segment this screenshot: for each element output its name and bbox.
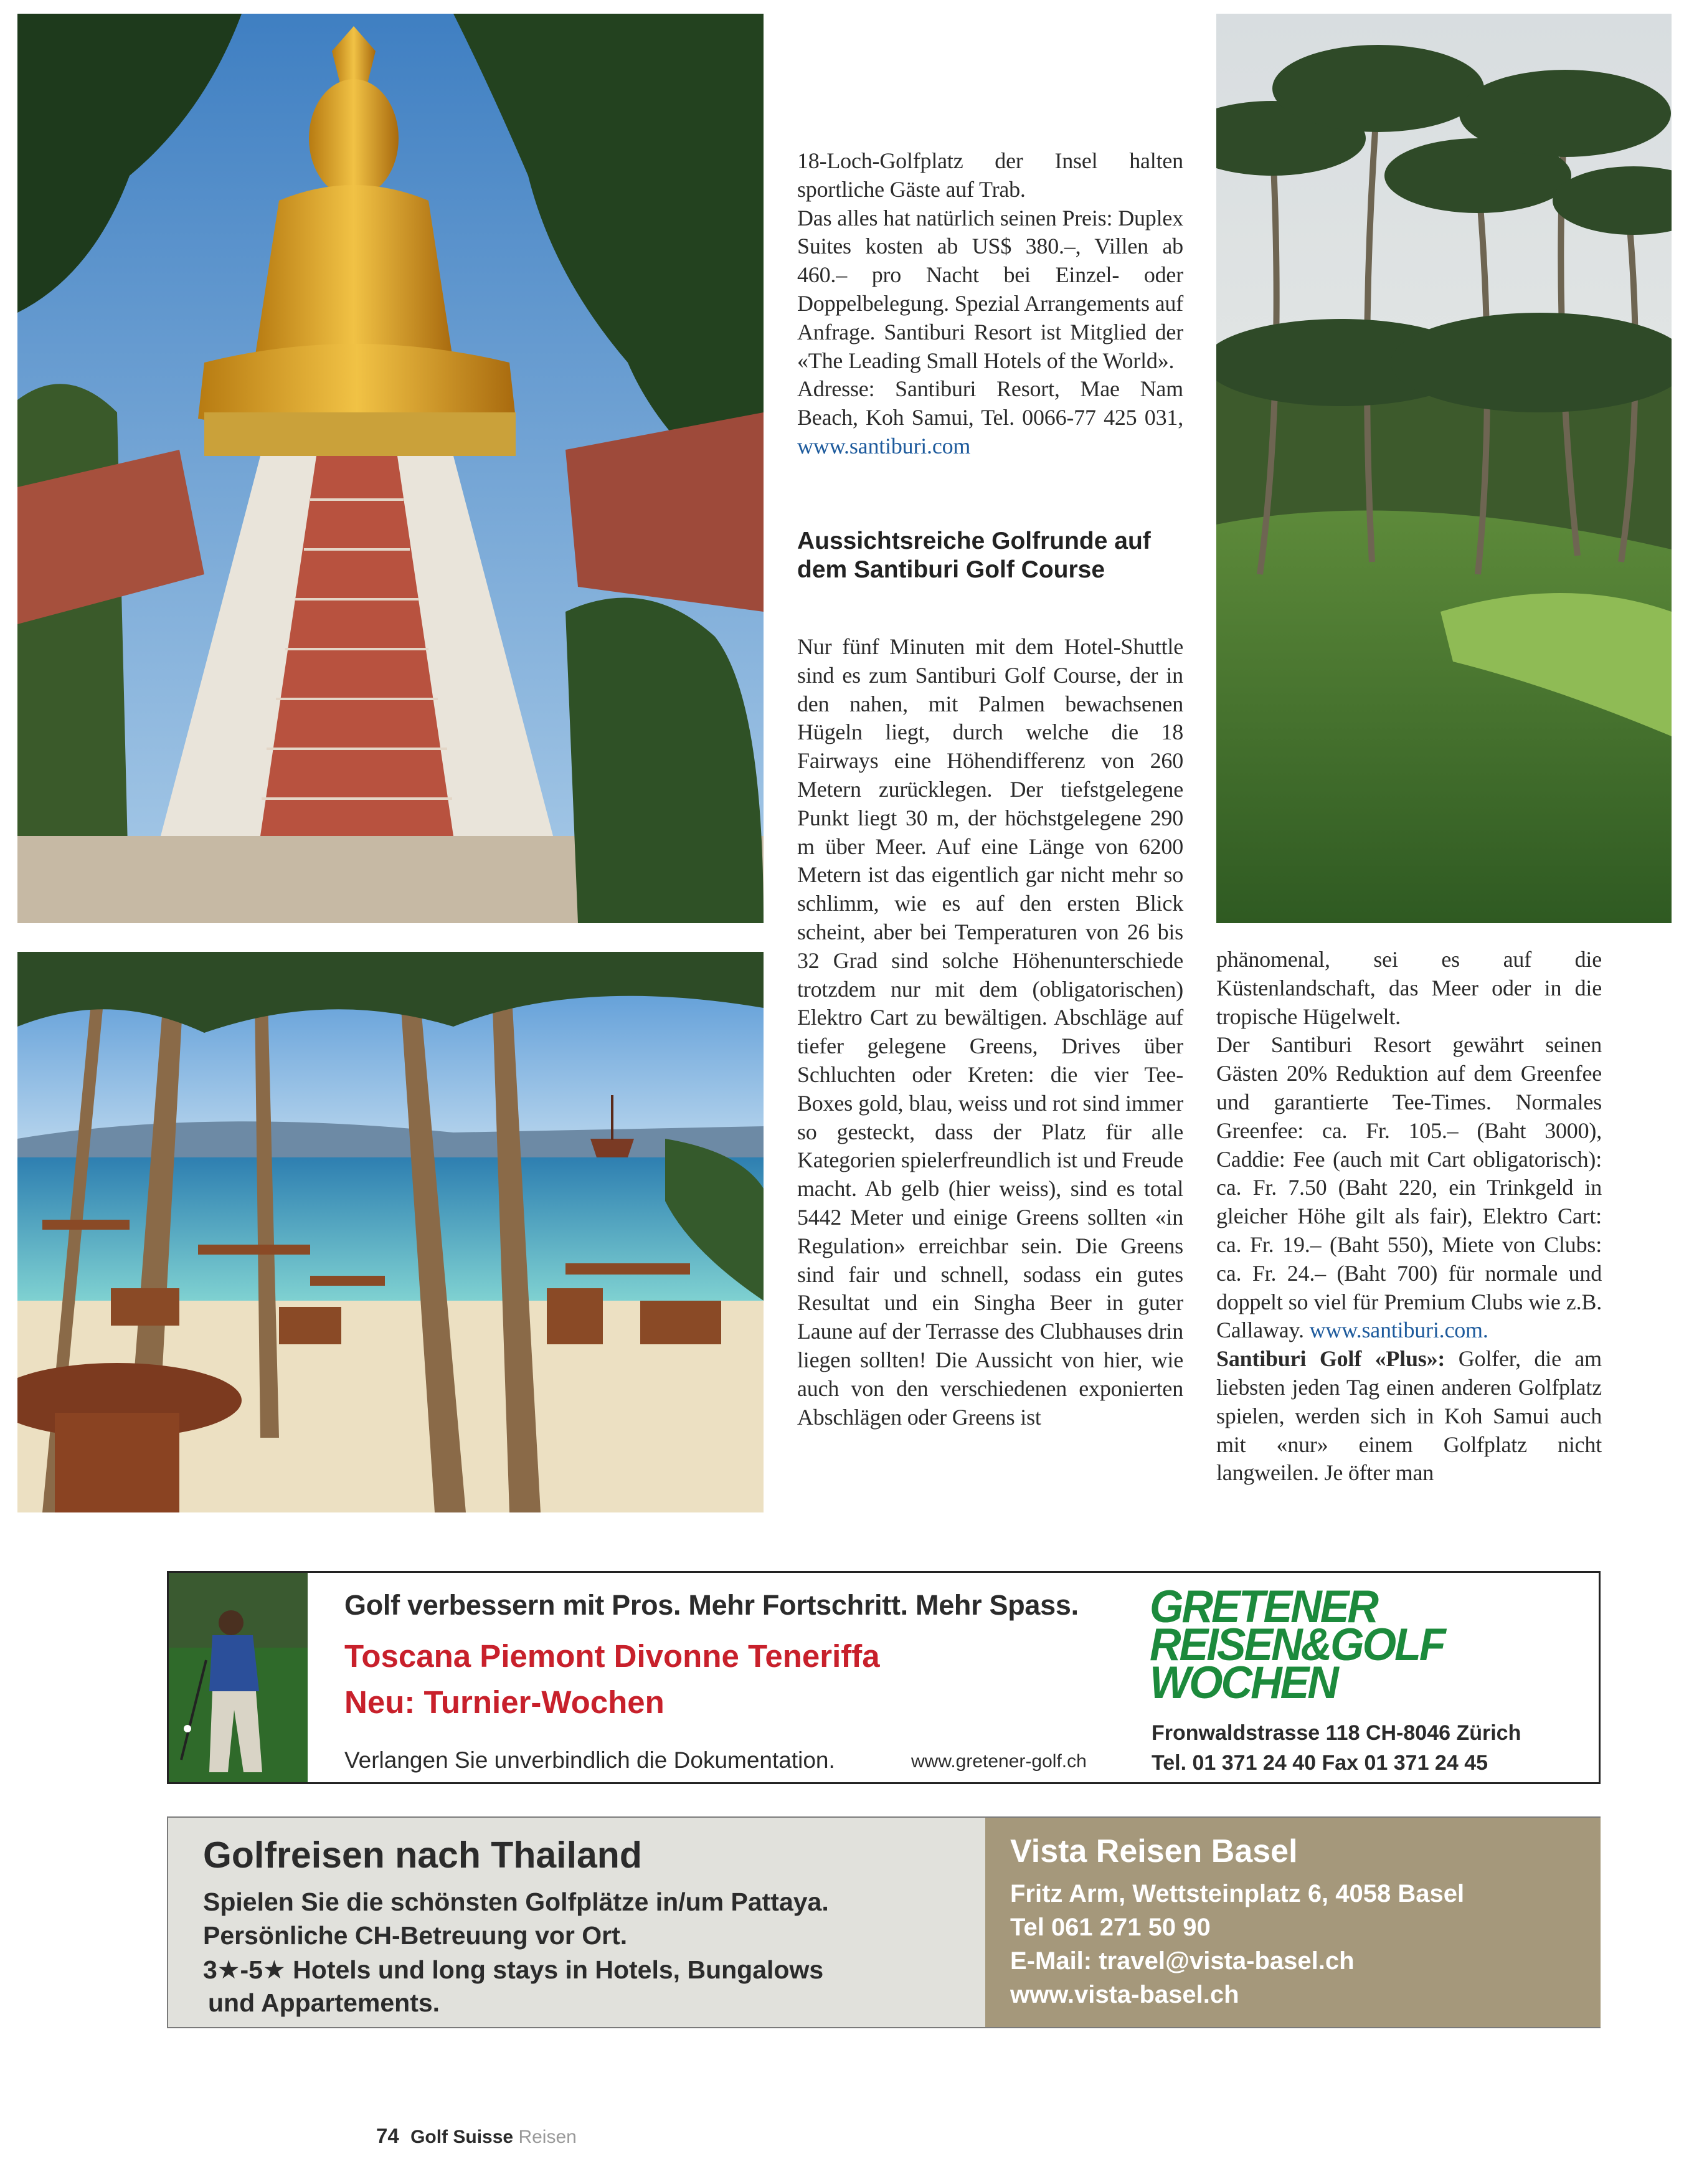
greenfee-text: Der Santiburi Resort gewährt seinen Gästen 20% Reduktion auf dem Greenfee und garantierte Tee-Times. Normales Greenfee: ca. Fr. 105.– (Baht 3000), Caddie: Fee (auch mit Cart obligatorisch): ca. Fr. 7.50 (Baht 220, ein Trinkgeld in gleicher Höhe gilt als fair), Elektro Cart: ca. Fr. 19.– (Baht 550), Miete von Clubs: ca. Fr. 24.– (Baht 700) für normale und doppelt so viel für Premium Clubs wie z.B. Callaway.: [1216, 1032, 1602, 1343]
paragraph: Das alles hat natürlich seinen Preis: Duplex Suites kosten ab US$ 380.–, Villen ab 460.– pro Nacht bei Einzel- oder Doppelbelegung. Spezial Arrangements auf Anfrage. Santiburi Resort ist Mitglied der «The Leading Small Hotels of the World».: [797, 205, 1183, 373]
ad-gretener-golf: [167, 1571, 1601, 1784]
article-text-column-right: [1216, 946, 1602, 1488]
plus-text: Golfer, die am liebsten jeden Tag einen anderen Golfplatz spielen, werden sich in Koh Samui auch mit «nur» einem Golfplatz nicht langweilen. Je öfter man: [1216, 1346, 1602, 1486]
page-number: 74: [376, 2124, 399, 2147]
paragraph: [797, 375, 1183, 460]
photo-big-buddha: [17, 14, 764, 923]
ad-line: und Appartements.: [208, 1988, 440, 2017]
paragraph: phänomenal, sei es auf die Küstenlandschaft, das Meer oder in die tropische Hügelwelt.: [1216, 947, 1602, 1029]
ad-contact-line: Fritz Arm, Wettsteinplatz 6, 4058 Basel: [1010, 1880, 1465, 1907]
ad-contact-line: Tel 061 271 50 90: [1010, 1914, 1211, 1941]
page-footer: [376, 2124, 577, 2148]
ad-documentation-text: Verlangen Sie unverbindlich die Dokumentation.: [344, 1747, 835, 1773]
article-text-column-middle-top: [797, 147, 1183, 461]
ad-address: Fronwaldstrasse 118 CH-8046 Zürich: [1152, 1721, 1521, 1745]
paragraph: [1216, 1031, 1602, 1345]
address-text: Adresse: Santiburi Resort, Mae Nam Beach, Koh Samui, Tel. 0066-77 425 031,: [797, 376, 1183, 430]
ad-email[interactable]: E-Mail: travel@vista-basel.ch: [1010, 1947, 1355, 1975]
paragraph: [1216, 1345, 1602, 1488]
logo-line: REISEN&GOLF: [1150, 1618, 1444, 1670]
logo-line: GRETENER: [1150, 1580, 1377, 1632]
ad-website[interactable]: www.gretener-golf.ch: [911, 1751, 1087, 1772]
ad-company: Vista Reisen Basel: [1010, 1833, 1298, 1869]
santiburi-link[interactable]: www.santiburi.com: [797, 433, 971, 458]
ad-line: 3★-5★ Hotels und long stays in Hotels, Bungalows: [203, 1955, 824, 1984]
paragraph: Nur fünf Minuten mit dem Hotel-Shuttle sind es zum Santiburi Golf Course, der in den nahen, mit Palmen bewachsenen Hügeln liegt, durch welche die 18 Fairways eine Höhendifferenz von 260 Metern zurücklegen. Der tiefstgelegene Punkt liegt 30 m, der höchstgelegene 290 m über Meer. Auf eine Länge von 6200 Metern ist das eigentlich gar nicht mehr so schlimm, wie es auf den ersten Blick scheint, aber bei Temperaturen von 26 bis 32 Grad sind solche Höhenunterschiede trotzdem nur mit dem (obligatorischen) Elektro Cart zu bewältigen. Abschläge auf tiefer gelegene Greens, Drives über Schluchten oder Kreten: die vier Tee-Boxes gold, blau, weiss und rot sind immer so gesteckt, dass der Platz für alle Kategorien spielerfreundlich ist und Freude macht. Ab gelb (hier weiss), sind es total 5442 Meter und einige Greens sollten «in Regulation» erreichbar sein. Die Greens sind fair und schnell, sodass ein gutes Resultat und ein Singha Beer in guter Laune auf der Terrasse des Clubhauses drin liegen sollten! Die Aussicht von hier, wie auch von den verschiedenen exponierten Abschlägen oder Greens ist: [797, 634, 1183, 1430]
ad-contact-panel: [985, 1818, 1601, 2027]
golfer-photo: [169, 1573, 308, 1782]
ad-website[interactable]: www.vista-basel.ch: [1010, 1981, 1239, 2008]
article-text-column-middle-bottom: [797, 633, 1183, 1431]
ad-phone: Tel. 01 371 24 40 Fax 01 371 24 45: [1152, 1751, 1488, 1775]
magazine-name: Golf Suisse: [410, 2127, 514, 2147]
ad-destinations: Toscana Piemont Divonne Teneriffa: [344, 1638, 880, 1674]
ad-vista-reisen: [167, 1816, 1601, 2028]
logo-line: WOCHEN: [1150, 1656, 1337, 1708]
ad-line: Persönliche CH-Betreuung vor Ort.: [203, 1921, 628, 1950]
section-name: Reisen: [518, 2127, 577, 2147]
photo-golf-fairway: [1216, 14, 1672, 923]
plus-lead: Santiburi Golf «Plus»:: [1216, 1346, 1445, 1372]
ad-line: Spielen Sie die schönsten Golfplätze in/um Pattaya.: [203, 1887, 829, 1916]
paragraph: 18-Loch-Golfplatz der Insel halten sportliche Gäste auf Trab.: [797, 148, 1183, 202]
santiburi-link-2[interactable]: www.santiburi.com.: [1309, 1318, 1488, 1343]
ad-new-offer: Neu: Turnier-Wochen: [344, 1684, 665, 1720]
ad-title: Golfreisen nach Thailand: [203, 1835, 642, 1876]
section-heading: Aussichtsreiche Golfrunde auf dem Santiburi Golf Course: [797, 528, 1151, 583]
ad-slogan: Golf verbessern mit Pros. Mehr Fortschritt. Mehr Spass.: [344, 1589, 1079, 1621]
photo-beach-terrace: [17, 952, 764, 1512]
gretener-logo: [1150, 1580, 1554, 1708]
